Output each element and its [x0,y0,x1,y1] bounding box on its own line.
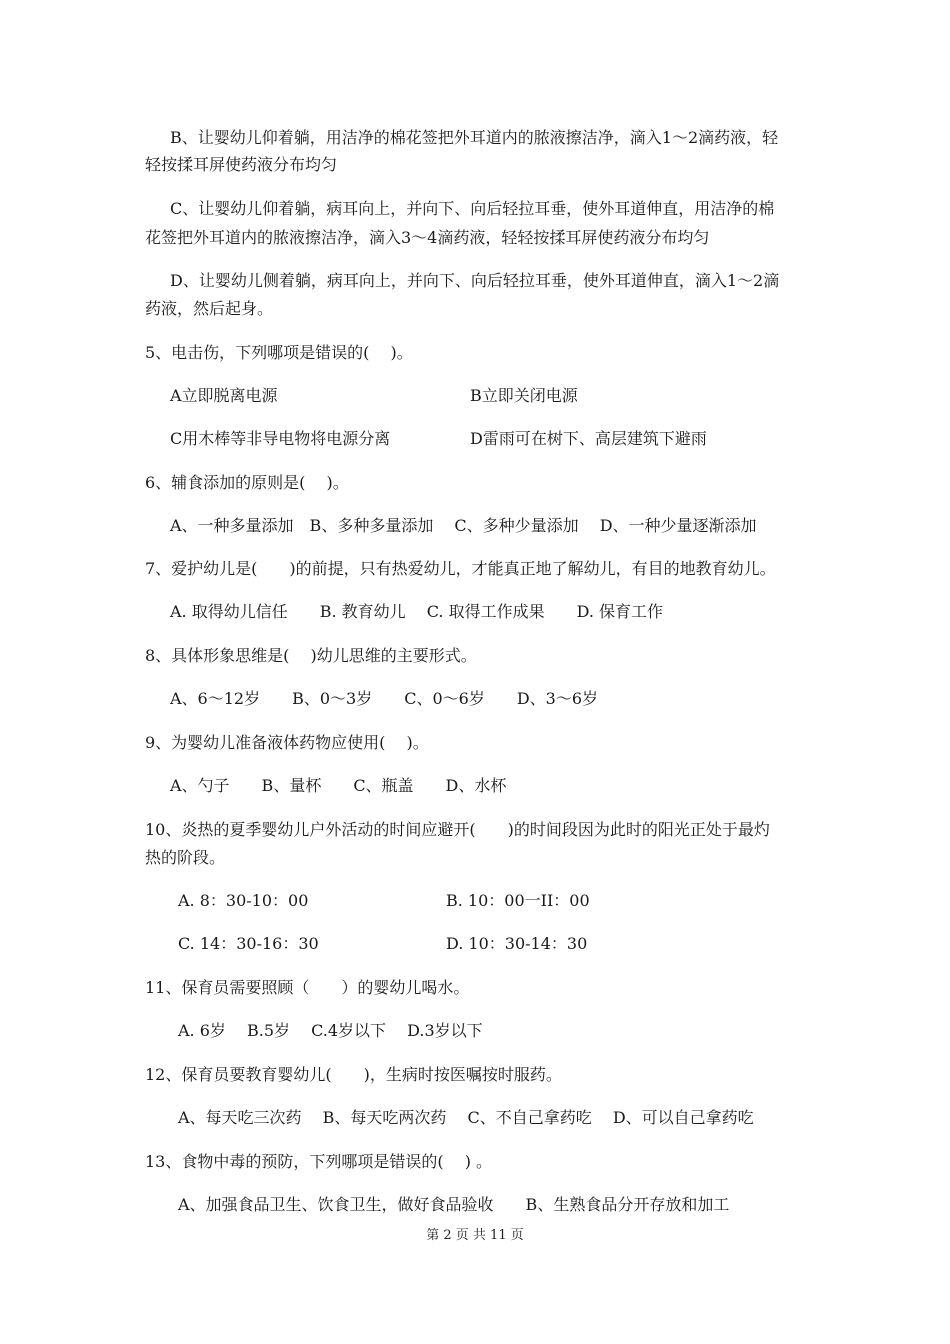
q11-options: A. 6岁 B.5岁 C.4岁以下 D.3岁以下 [178,1021,483,1040]
q5-option-b: B立即关闭电源 [470,386,578,405]
q9-options: A、勺子 B、量杯 C、瓶盖 D、水杯 [170,776,507,795]
option-d-line-1: D、让婴幼儿侧着躺，病耳向上，并向下、向后轻拉耳垂，使外耳道伸直，滴入1～2滴 [170,271,780,290]
q8-options: A、6～12岁 B、0～3岁 C、0～6岁 D、3～6岁 [170,689,599,708]
q6-options: A、一种多量添加 B、多种多量添加 C、多种少量添加 D、一种少量逐渐添加 [170,516,757,535]
question-7: 7、爱护幼儿是( )的前提，只有热爱幼儿，才能真正地了解幼儿，有目的地教育幼儿。 [145,559,776,578]
q10-option-c: C. 14：30-16：30 [178,934,319,953]
question-9: 9、为婴幼儿准备液体药物应使用( )。 [145,733,429,752]
option-b-line-1: B、让婴幼儿仰着躺，用洁净的棉花签把外耳道内的脓液擦洁净，滴入1～2滴药液，轻 [170,128,779,147]
question-12: 12、保育员要教育婴幼儿( )，生病时按医嘱按时服药。 [145,1065,562,1084]
q5-option-c: C用木棒等非导电物将电源分离 [170,429,391,448]
q12-options: A、每天吃三次药 B、每天吃两次药 C、不自己拿药吃 D、可以自己拿药吃 [178,1108,754,1127]
q10-option-d: D. 10：30-14：30 [446,934,588,953]
question-8: 8、具体形象思维是( )幼儿思维的主要形式。 [145,646,477,665]
question-6: 6、辅食添加的原则是( )。 [145,473,349,492]
option-b-line-2: 轻按揉耳屏使药液分布均匀 [145,155,338,174]
q5-option-a: A立即脱离电源 [170,386,278,405]
question-11: 11、保育员需要照顾（ ）的婴幼儿喝水。 [145,978,470,997]
q13-options: A、加强食品卫生、饮食卫生，做好食品验收 B、生熟食品分开存放和加工 [178,1195,730,1214]
option-c-line-1: C、让婴幼儿仰着躺，病耳向上，并向下、向后轻拉耳垂，使外耳道伸直，用洁净的棉 [170,199,775,218]
question-10-line-2: 热的阶段。 [145,848,226,867]
q10-option-b: B. 10：00一II：00 [446,891,590,910]
question-5: 5、电击伤，下列哪项是错误的( )。 [145,343,413,362]
question-13: 13、食物中毒的预防，下列哪项是错误的( ) 。 [145,1152,493,1171]
page-footer: 第 2 页 共 11 页 [426,1228,524,1243]
question-10-line-1: 10、炎热的夏季婴幼儿户外活动的时间应避开( )的时间段因为此时的阳光正处于最灼 [145,820,770,839]
q10-option-a: A. 8：30-10：00 [178,891,309,910]
option-d-line-2: 药液，然后起身。 [145,299,274,318]
q5-option-d: D雷雨可在树下、高层建筑下避雨 [470,429,707,448]
q7-options: A. 取得幼儿信任 B. 教育幼儿 C. 取得工作成果 D. 保育工作 [170,602,664,621]
option-c-line-2: 花签把外耳道内的脓液擦洁净，滴入3～4滴药液，轻轻按揉耳屏使药液分布均匀 [145,228,710,247]
